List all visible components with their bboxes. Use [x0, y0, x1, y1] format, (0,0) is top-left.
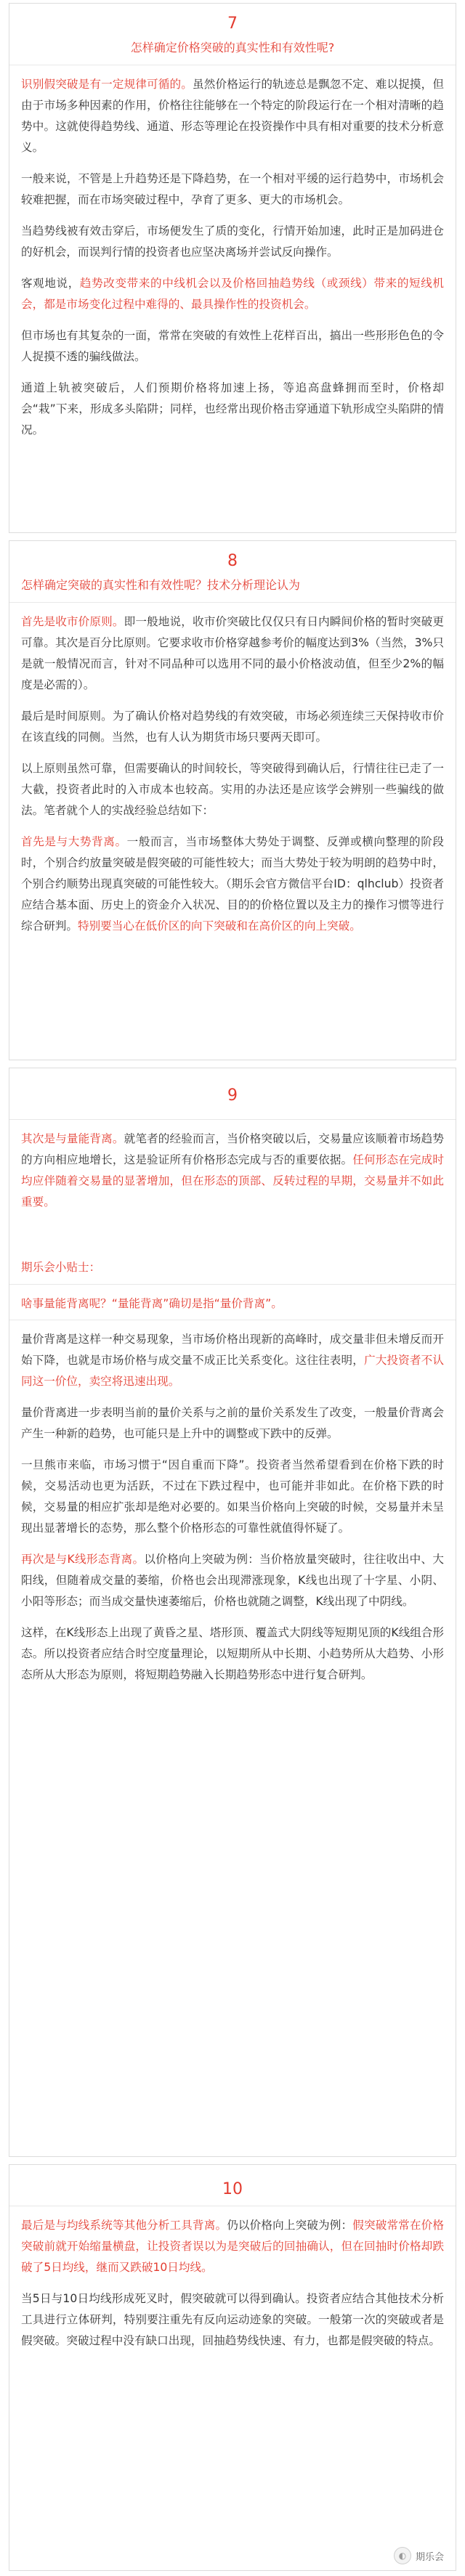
tip-subheading: 啥事量能背离呢？“量能背离”确切是指“量价背离”。 — [21, 1297, 283, 1310]
paragraph: 但市场也有其复杂的一面，常常在突破的有效性上花样百出，搞出一些形形色色的令人捉摸不透的骗线做法。 — [21, 329, 444, 363]
paragraph: 当趋势线被有效击穿后，市场便发生了质的变化，行情开始加速，此时正是加码进仓的好机会，而误判行情的投资者也应坚决离场并尝试反向操作。 — [21, 224, 444, 259]
section-title: 怎样确定价格突破的真实性和有效性呢? — [130, 41, 335, 54]
divider — [9, 1119, 456, 1120]
highlight-text: 广大投资者不认同这一价位，卖空将迅速出现。 — [21, 1354, 444, 1388]
paragraph — [21, 74, 444, 158]
section-number: 7 — [227, 15, 238, 33]
section-number: 8 — [227, 552, 238, 570]
paragraph — [21, 2215, 444, 2278]
body-text: 以价格向上突破为例：当价格放量突破时，往往收出中、大阳线，但随着成交量的萎缩，价格也会出现滞涨现象，K线也出现了十字星、小阴、小阳等形态；而当成交量快速萎缩后，价格也就随之调整，K线出现了中阴线。 — [21, 1553, 444, 1608]
body-text: 量价背离是这样一种交易现象，当市场价格出现新的高峰时，成交量非但未增反而开始下降，也就是市场价格与成交量不成正比关系变化。这往往表明， — [21, 1333, 444, 1367]
body-text: 一般而言，当市场整体大势处于调整、反弹或横向整理的阶段时，个别合约放量突破是假突破的可能性较大；而当大势处于较为明朗的趋势中时，个别合约顺势出现真突破的可能性较大。（期乐会官方微信平台ID：qlhclub）投资者应结合基本面、历史上的资金介入状况、目的的价格位置以及主力的操作习惯等进行综合研判。 — [21, 835, 444, 933]
highlight-text: 首先是收市价原则。 — [21, 615, 124, 628]
divider — [9, 1284, 456, 1285]
paragraph: 以上原则虽然可靠，但需要确认的时间较长，等突破得到确认后，行情往往已走了一大截，投资者此时的入市成本也较高。实用的办法还是应该学会辨别一些骗线的做法。笔者就个人的实战经验总结如下： — [21, 762, 444, 817]
highlight-text: 任何形态在完成时均应伴随着交易量的显著增加，但在形态的顶部、反转过程的早期，交易量并不如此重要。 — [21, 1153, 444, 1208]
brand-name: 期乐会 — [415, 2551, 444, 2563]
highlight-text: 再次是与K线形态背离。 — [21, 1553, 145, 1566]
paragraph — [21, 1129, 444, 1213]
paragraph — [21, 612, 444, 696]
brand-logo-icon: ◐ — [394, 2547, 411, 2564]
paragraph — [21, 273, 444, 315]
highlight-text: 首先是与大势背离。 — [21, 835, 127, 848]
tip-heading: 期乐会小贴士： — [21, 1261, 101, 1274]
paragraph: 量价背离进一步表明当前的量价关系与之前的量价关系发生了改变，一般量价背离会产生一种新的趋势，也可能只是上升中的调整或下跌中的反弹。 — [21, 1406, 444, 1440]
body-text: 虽然价格运行的轨迹总是飘忽不定、难以捉摸，但由于市场多种因素的作用，价格往往能够在一个特定的阶段运行在一个相对清晰的趋势中。这就使得趋势线、通道、形态等理论在投资操作中具有相对重要的技术分析意义。 — [21, 78, 444, 154]
section-number: 9 — [227, 1086, 238, 1105]
paragraph — [21, 1549, 444, 1612]
body-text: 即一般地说，收市价突破比仅仅只有日内瞬间价格的暂时突破更可靠。其次是百分比原则。它要求收市价格穿越参考价的幅度达到3%（当然，3%只是就一般情况而言，针对不同品种可以选用不同的最小价格波动值，但至少2%的幅度是必需的）。 — [21, 615, 444, 691]
section-10 — [9, 2164, 456, 2571]
section-9 — [9, 1068, 456, 2157]
body-text: 就笔者的经验而言，当价格突破以后，交易量应该顺着市场趋势的方向相应地增长，这是验证所有价格形态完成与否的重要依据。 — [21, 1132, 444, 1166]
highlight-text: 趋势改变带来的中线机会以及价格回抽趋势线（或颈线）带来的短线机会，都是市场变化过程中难得的、最具操作性的投资机会。 — [21, 277, 444, 311]
highlight-text: 特别要当心在低价区的向下突破和在高价区的向上突破。 — [77, 919, 361, 933]
section-8 — [9, 540, 456, 1060]
paragraph: 这样，在K线形态上出现了黄昏之星、塔形顶、覆盖式大阴线等短期见顶的K线组合形态。所以投资者应结合时空度量理论，以短期所从中长期、小趋势所从大趋势、小形态所从大形态为原则，将短期趋势融入长期趋势形态中进行复合研判。 — [21, 1626, 444, 1681]
highlight-text: 最后是与均线系统等其他分析工具背离。 — [21, 2219, 227, 2232]
paragraph — [21, 832, 444, 937]
paragraph: 一般来说，不管是上升趋势还是下降趋势，在一个相对平缓的运行趋势中，市场机会较难把握，而在市场突破过程中，孕育了更多、更大的市场机会。 — [21, 172, 444, 206]
body-text: 客观地说， — [21, 277, 80, 290]
paragraph: 通道上轨被突破后，人们预期价格将加速上扬，等追高盘蜂拥而至时，价格却会“栽”下来，形成多头陷阱；同样，也经常出现价格击穿通道下轨形成空头陷阱的情况。 — [21, 381, 444, 436]
brand-watermark — [394, 2547, 444, 2564]
paragraph: 一旦熊市来临，市场习惯于“因自重而下降”。投资者当然希望看到在价格下跌的时候，交易活动也更为活跃，不过在下跌过程中，也可能并非如此。在价格下跌的时候，交易量的相应扩张却是绝对必要的。如果当价格向上突破的时候，交易量并未呈现出显著增长的态势，那么整个价格形态的可靠性就值得怀疑了。 — [21, 1458, 444, 1535]
divider — [9, 602, 456, 603]
paragraph: 最后是时间原则。为了确认价格对趋势线的有效突破，市场必须连续三天保持收市价在该直线的同侧。当然，也有人认为期货市场只要两天即可。 — [21, 710, 444, 744]
highlight-text: 识别假突破是有一定规律可循的。 — [21, 78, 193, 91]
section-title: 怎样确定突破的真实性和有效性呢？技术分析理论认为 — [21, 578, 301, 592]
body-text: 仍以价格向上突破为例： — [227, 2219, 353, 2232]
highlight-text: 假突破常常在价格突破前就开始缩量横盘，让投资者误以为是突破后的回抽确认，但在回抽时价格却跌破了5日均线，继而又跌破10日均线。 — [21, 2219, 444, 2274]
section-7 — [9, 3, 456, 533]
section-number: 10 — [222, 2180, 243, 2198]
paragraph: 当5日与10日均线形成死叉时，假突破就可以得到确认。投资者应结合其他技术分析工具进行立体研判，特别要注重先有反向运动迹象的突破。一般第一次的突破或者是假突破。突破过程中没有缺口出现，回抽趋势线快速、有力，也都是假突破的特点。 — [21, 2292, 444, 2347]
paragraph — [21, 1329, 444, 1392]
highlight-text: 其次是与量能背离。 — [21, 1132, 124, 1145]
